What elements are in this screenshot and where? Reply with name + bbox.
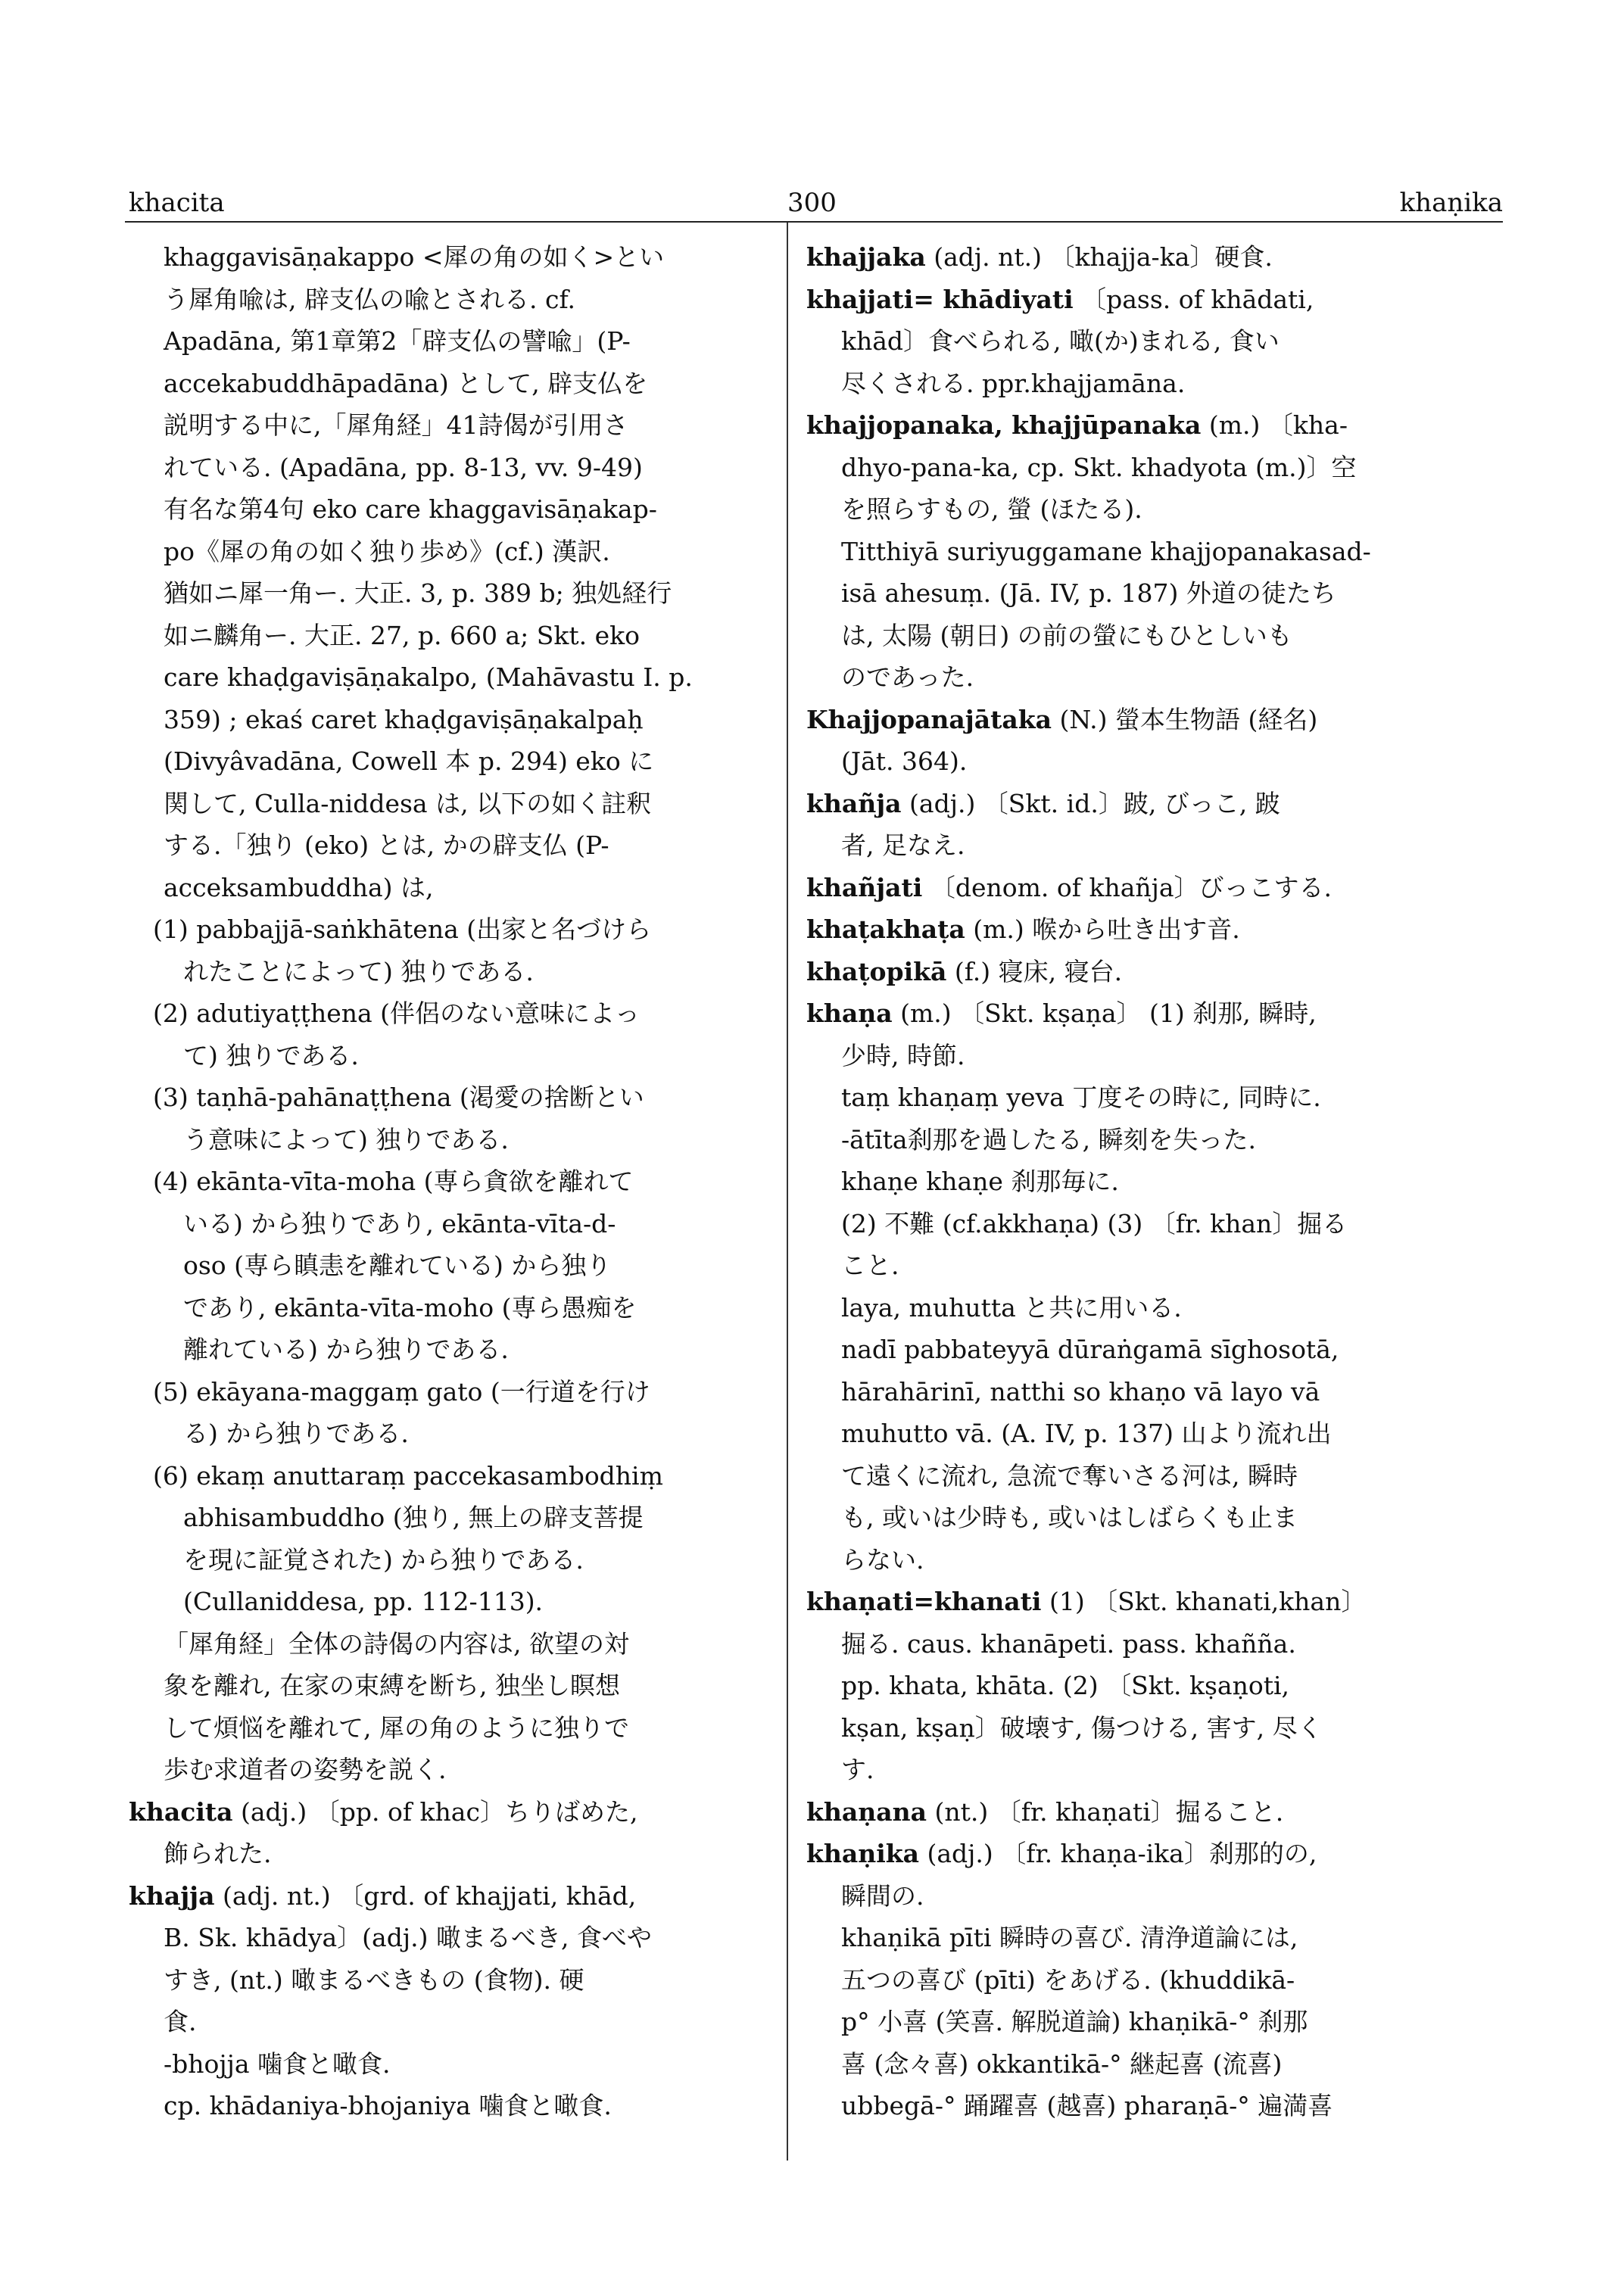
text-line	[806, 2043, 1488, 2086]
headword: khaṇati=khanati	[806, 1587, 1042, 1616]
line-text: 五つの喜び (pīti) をあげる. (khuddikā-	[841, 1964, 1295, 1995]
line-text: (Cullaniddesa, pp. 112-113).	[183, 1587, 544, 1616]
line-text: po《犀の角の如く独り歩め》(cf.) 漢訳.	[164, 536, 610, 566]
line-text: (adj.) 〔Skt. id.〕跛, びっこ, 跛	[901, 788, 1280, 818]
line-text: dhyo-pana-ka, cp. Skt. khadyota (m.)〕空	[841, 452, 1357, 482]
line-text: (m.) 喉から吐き出す音.	[965, 914, 1240, 944]
line-text: isā ahesuṃ. (Jā. IV, p. 187) 外道の徒たち	[841, 578, 1336, 608]
text-line	[129, 1161, 761, 1203]
headword: Khajjopanajātaka	[806, 704, 1052, 734]
text-line	[806, 1749, 1488, 1791]
line-text: も, 或いは少時も, 或いはしばらくも止ま	[841, 1503, 1298, 1532]
page-number: 300	[787, 188, 837, 218]
text-line	[806, 320, 1488, 363]
headword: khacita	[129, 1796, 233, 1827]
text-line	[129, 1413, 761, 1455]
column-divider	[787, 223, 788, 2161]
line-text: khaṇikā pīti 瞬時の喜び. 清浄道論には,	[841, 1923, 1298, 1952]
text-line	[806, 1497, 1488, 1539]
entry-line	[806, 1791, 1488, 1833]
text-line	[806, 2085, 1488, 2127]
text-line	[129, 1203, 761, 1245]
text-line	[129, 1455, 761, 1497]
text-line	[806, 1959, 1488, 2002]
entry-line	[806, 992, 1488, 1035]
line-text: taṃ khaṇaṃ yeva 丁度その時に, 同時に.	[841, 1083, 1321, 1112]
text-line	[806, 1203, 1488, 1245]
line-text: 尽くされる. ppr.khajjamāna.	[841, 368, 1186, 398]
line-text: すき, (nt.) 噉まるべきもの (食物). 硬	[164, 1964, 584, 1995]
headword: khaṭakhaṭa	[806, 914, 965, 944]
headword: khaṇana	[806, 1796, 927, 1827]
headword: khajja	[129, 1880, 215, 1911]
line-text: care khaḍgaviṣāṇakalpo, (Mahāvastu I. p.	[164, 662, 693, 692]
line-text: -ātīta刹那を過したる, 瞬刻を失った.	[841, 1124, 1257, 1154]
text-line	[129, 447, 761, 489]
text-line	[129, 1749, 761, 1791]
line-text: する.「独り (eko) とは, かの辟支仏 (P-	[164, 830, 609, 860]
text-line	[129, 1959, 761, 2002]
line-text: ubbegā-° 踊躍喜 (越喜) pharaṇā-° 遍満喜	[841, 2091, 1333, 2120]
text-line	[806, 1917, 1488, 1959]
line-text: のであった.	[841, 662, 974, 692]
line-text: う犀角喩は, 辟支仏の喩とされる. cf.	[164, 284, 575, 314]
text-line	[129, 488, 761, 531]
line-text: 〔denom. of khañja〕びっこする.	[922, 872, 1333, 902]
entry-line	[806, 867, 1488, 909]
line-text: 象を離れ, 在家の束縛を断ち, 独坐し瞑想	[164, 1671, 620, 1700]
text-line	[129, 1539, 761, 1581]
text-line	[129, 1245, 761, 1287]
text-line	[806, 572, 1488, 615]
text-line	[129, 1076, 761, 1119]
line-text: 歩む求道者の姿勢を説く.	[164, 1755, 447, 1784]
line-text: pp. khata, khāta. (2) 〔Skt. kṣaṇoti,	[841, 1671, 1290, 1700]
line-text: khād〕食べられる, 噉(か)まれる, 食い	[841, 326, 1280, 356]
text-line	[129, 2085, 761, 2127]
text-line	[806, 1035, 1488, 1077]
text-line	[806, 363, 1488, 405]
text-line	[129, 2001, 761, 2043]
text-line	[806, 2001, 1488, 2043]
line-text: (1) 〔Skt. khanati,khan〕	[1041, 1587, 1367, 1616]
entry-line	[806, 951, 1488, 993]
text-line	[806, 1371, 1488, 1413]
entry-line	[806, 699, 1488, 741]
text-line	[129, 572, 761, 615]
text-line	[129, 992, 761, 1035]
line-text: て遠くに流れ, 急流で奪いさる河は, 瞬時	[841, 1460, 1298, 1491]
line-text: muhutto vā. (A. IV, p. 137) 山より流れ出	[841, 1419, 1332, 1448]
text-line	[806, 1707, 1488, 1749]
line-text: 有名な第4句 eko care khaggavisāṇakap-	[164, 494, 657, 524]
entry-line	[806, 783, 1488, 825]
text-line	[806, 1539, 1488, 1581]
text-line	[806, 1413, 1488, 1455]
text-line	[806, 615, 1488, 657]
line-text: (3) taṇhā-pahānaṭṭhena (渇愛の捨断とい	[153, 1083, 644, 1112]
line-text: して煩悩を離れて, 犀の角のように独りで	[164, 1712, 629, 1743]
line-text: (N.) 螢本生物語 (経名)	[1051, 704, 1318, 734]
text-line	[806, 1076, 1488, 1119]
line-text: (6) ekaṃ anuttaraṃ paccekasambodhiṃ	[153, 1460, 663, 1491]
line-text: (4) ekānta-vīta-moha (専ら貪欲を離れて	[153, 1167, 634, 1196]
text-line	[806, 1329, 1488, 1371]
line-text: (adj.) 〔pp. of khac〕ちりばめた,	[232, 1796, 638, 1827]
headword: khañja	[806, 788, 902, 818]
line-text: は, 太陽 (朝日) の前の螢にもひとしいも	[841, 620, 1292, 650]
line-text: abhisambuddho (独り, 無上の辟支菩提	[183, 1503, 644, 1532]
headword: khajjaka	[806, 242, 926, 272]
text-line	[806, 447, 1488, 489]
text-line	[129, 908, 761, 951]
line-text: 飾られた.	[164, 1839, 272, 1868]
line-text: であり, ekānta-vīta-moho (専ら愚痴を	[183, 1292, 637, 1323]
line-text: 喜 (念々喜) okkantikā-° 継起喜 (流喜)	[841, 2048, 1283, 2079]
text-line	[129, 1707, 761, 1749]
line-text: 瞬間の.	[841, 1880, 924, 1911]
line-text: を現に証覚された) から独りである.	[183, 1544, 584, 1575]
text-line	[129, 867, 761, 909]
text-line	[129, 1833, 761, 1875]
text-line	[129, 1497, 761, 1539]
line-text: B. Sk. khādya〕(adj.) 噉まるべき, 食べや	[164, 1923, 652, 1952]
text-line	[806, 740, 1488, 783]
entry-line	[806, 279, 1488, 321]
line-text: acceksambuddha) は,	[164, 872, 434, 902]
line-text: (m.) 〔kha-	[1201, 410, 1348, 440]
line-text: (Jāt. 364).	[841, 746, 968, 776]
running-head-left: khacita	[129, 188, 225, 218]
line-text: らない.	[841, 1544, 924, 1575]
line-text: す.	[841, 1755, 874, 1784]
line-text: 食.	[164, 2007, 197, 2036]
line-text: て) 独りである.	[183, 1040, 359, 1070]
text-line	[129, 236, 761, 279]
text-line	[806, 1665, 1488, 1707]
right-column	[806, 236, 1488, 2127]
text-line	[129, 1119, 761, 1161]
line-text: 者, 足なえ.	[841, 830, 965, 860]
line-text: (5) ekāyana-maggaṃ gato (一行道を行け	[153, 1376, 650, 1407]
headword: khaṇa	[806, 999, 893, 1028]
line-text: 離れている) から独りである.	[183, 1335, 509, 1364]
line-text: (f.) 寝床, 寝台.	[946, 956, 1123, 986]
text-line	[129, 615, 761, 657]
entry-line	[806, 236, 1488, 279]
line-text: 少時, 時節.	[841, 1040, 965, 1070]
line-text: (m.) 〔Skt. kṣaṇa〕 (1) 刹那, 瞬時,	[892, 999, 1317, 1028]
entry-line	[129, 1875, 761, 1918]
line-text: (2) 不難 (cf.akkhaṇa) (3) 〔fr. khan〕掘る	[841, 1208, 1348, 1238]
line-text: 如ニ麟角ー. 大正. 27, p. 660 a; Skt. eko	[164, 620, 641, 650]
text-line	[806, 824, 1488, 867]
text-line	[129, 656, 761, 699]
line-text: れている. (Apadāna, pp. 8-13, vv. 9-49)	[164, 452, 643, 482]
line-text: 関して, Culla-niddesa は, 以下の如く註釈	[164, 788, 652, 818]
line-text: 「犀角経」全体の詩偈の内容は, 欲望の対	[164, 1628, 629, 1659]
line-text: oso (専ら瞋恚を離れている) から独り	[183, 1251, 612, 1280]
header-rule	[125, 221, 1503, 223]
entry-line	[806, 1833, 1488, 1875]
text-line	[129, 740, 761, 783]
text-line	[129, 1035, 761, 1077]
text-line	[129, 531, 761, 573]
text-line	[129, 1287, 761, 1329]
text-line	[129, 279, 761, 321]
line-text: る) から独りである.	[183, 1419, 409, 1448]
headword: khajjati= khādiyati	[806, 284, 1074, 314]
text-line	[806, 1875, 1488, 1918]
text-line	[806, 1455, 1488, 1497]
line-text: 猶如ニ犀一角ー. 大正. 3, p. 389 b; 独処経行	[164, 578, 672, 608]
entry-line	[806, 908, 1488, 951]
line-text: nadī pabbateyyā dūraṅgamā sīghosotā,	[841, 1335, 1339, 1364]
text-line	[806, 1119, 1488, 1161]
line-text: p° 小喜 (笑喜. 解脱道論) khaṇikā-° 刹那	[841, 2007, 1308, 2036]
text-line	[129, 1917, 761, 1959]
text-line	[129, 699, 761, 741]
line-text: (nt.) 〔fr. khaṇati〕掘ること.	[927, 1796, 1284, 1827]
line-text: (1) pabbajjā-saṅkhātena (出家と名づけら	[153, 914, 652, 944]
line-text: こと.	[841, 1251, 899, 1280]
headword: khaṭopikā	[806, 956, 947, 986]
line-text: Apadāna, 第1章第2「辟支仏の譬喩」(P-	[164, 326, 631, 356]
line-text: laya, muhutta と共に用いる.	[841, 1292, 1182, 1323]
text-line	[129, 951, 761, 993]
text-line	[806, 488, 1488, 531]
text-line	[806, 1287, 1488, 1329]
line-text: (adj. nt.) 〔khajja-ka〕硬食.	[925, 242, 1273, 272]
text-line	[129, 2043, 761, 2086]
entry-line	[806, 1581, 1488, 1623]
line-text: khaggavisāṇakappo <犀の角の如く>とい	[164, 242, 665, 272]
text-line	[129, 1371, 761, 1413]
line-text: いる) から独りであり, ekānta-vīta-d-	[183, 1208, 616, 1238]
text-line	[129, 1329, 761, 1371]
line-text: -bhojja 噛食と噉食.	[164, 2048, 391, 2079]
entry-line	[806, 404, 1488, 447]
text-line	[806, 531, 1488, 573]
line-text: 359) ; ekaś caret khaḍgaviṣāṇakalpaḥ	[164, 704, 644, 734]
line-text: (adj. nt.) 〔grd. of khajjati, khād,	[214, 1880, 637, 1911]
line-text: れたことによって) 独りである.	[183, 956, 534, 986]
text-line	[129, 1581, 761, 1623]
line-text: 説明する中に,「犀角経」41詩偈が引用さ	[164, 410, 628, 440]
line-text: う意味によって) 独りである.	[183, 1124, 509, 1154]
line-text: (Divyâvadāna, Cowell 本 p. 294) eko に	[164, 746, 654, 776]
text-line	[806, 1245, 1488, 1287]
line-text: cp. khādaniya-bhojaniya 噛食と噉食.	[164, 2091, 612, 2120]
left-column	[129, 236, 761, 2127]
text-line	[806, 1623, 1488, 1665]
line-text: accekabuddhāpadāna) として, 辟支仏を	[164, 368, 648, 398]
line-text: hārahārinī, natthi so khaṇo vā layo vā	[841, 1376, 1320, 1407]
text-line	[129, 404, 761, 447]
text-line	[129, 824, 761, 867]
text-line	[806, 1161, 1488, 1203]
headword: khañjati	[806, 872, 923, 902]
text-line	[129, 1665, 761, 1707]
line-text: 〔pass. of khādati,	[1073, 284, 1314, 314]
entry-line	[129, 1791, 761, 1833]
text-line	[129, 363, 761, 405]
running-head-right: khaṇika	[1399, 188, 1503, 218]
line-text: 掘る. caus. khanāpeti. pass. khañña.	[841, 1628, 1296, 1659]
text-line	[129, 783, 761, 825]
line-text: (2) adutiyaṭṭhena (伴侶のない意味によっ	[153, 999, 641, 1028]
line-text: Titthiyā suriyuggamane khajjopanakasad-	[841, 536, 1371, 566]
headword: khaṇika	[806, 1839, 920, 1868]
headword: khajjopanaka, khajjūpanaka	[806, 410, 1202, 440]
line-text: kṣan, kṣaṇ〕破壊す, 傷つける, 害す, 尽く	[841, 1712, 1323, 1743]
text-line	[129, 1623, 761, 1665]
line-text: (adj.) 〔fr. khaṇa-ika〕刹那的の,	[919, 1839, 1317, 1868]
line-text: khaṇe khaṇe 刹那毎に.	[841, 1167, 1119, 1196]
text-line	[806, 656, 1488, 699]
line-text: を照らすもの, 螢 (ほたる).	[841, 494, 1142, 524]
text-line	[129, 320, 761, 363]
